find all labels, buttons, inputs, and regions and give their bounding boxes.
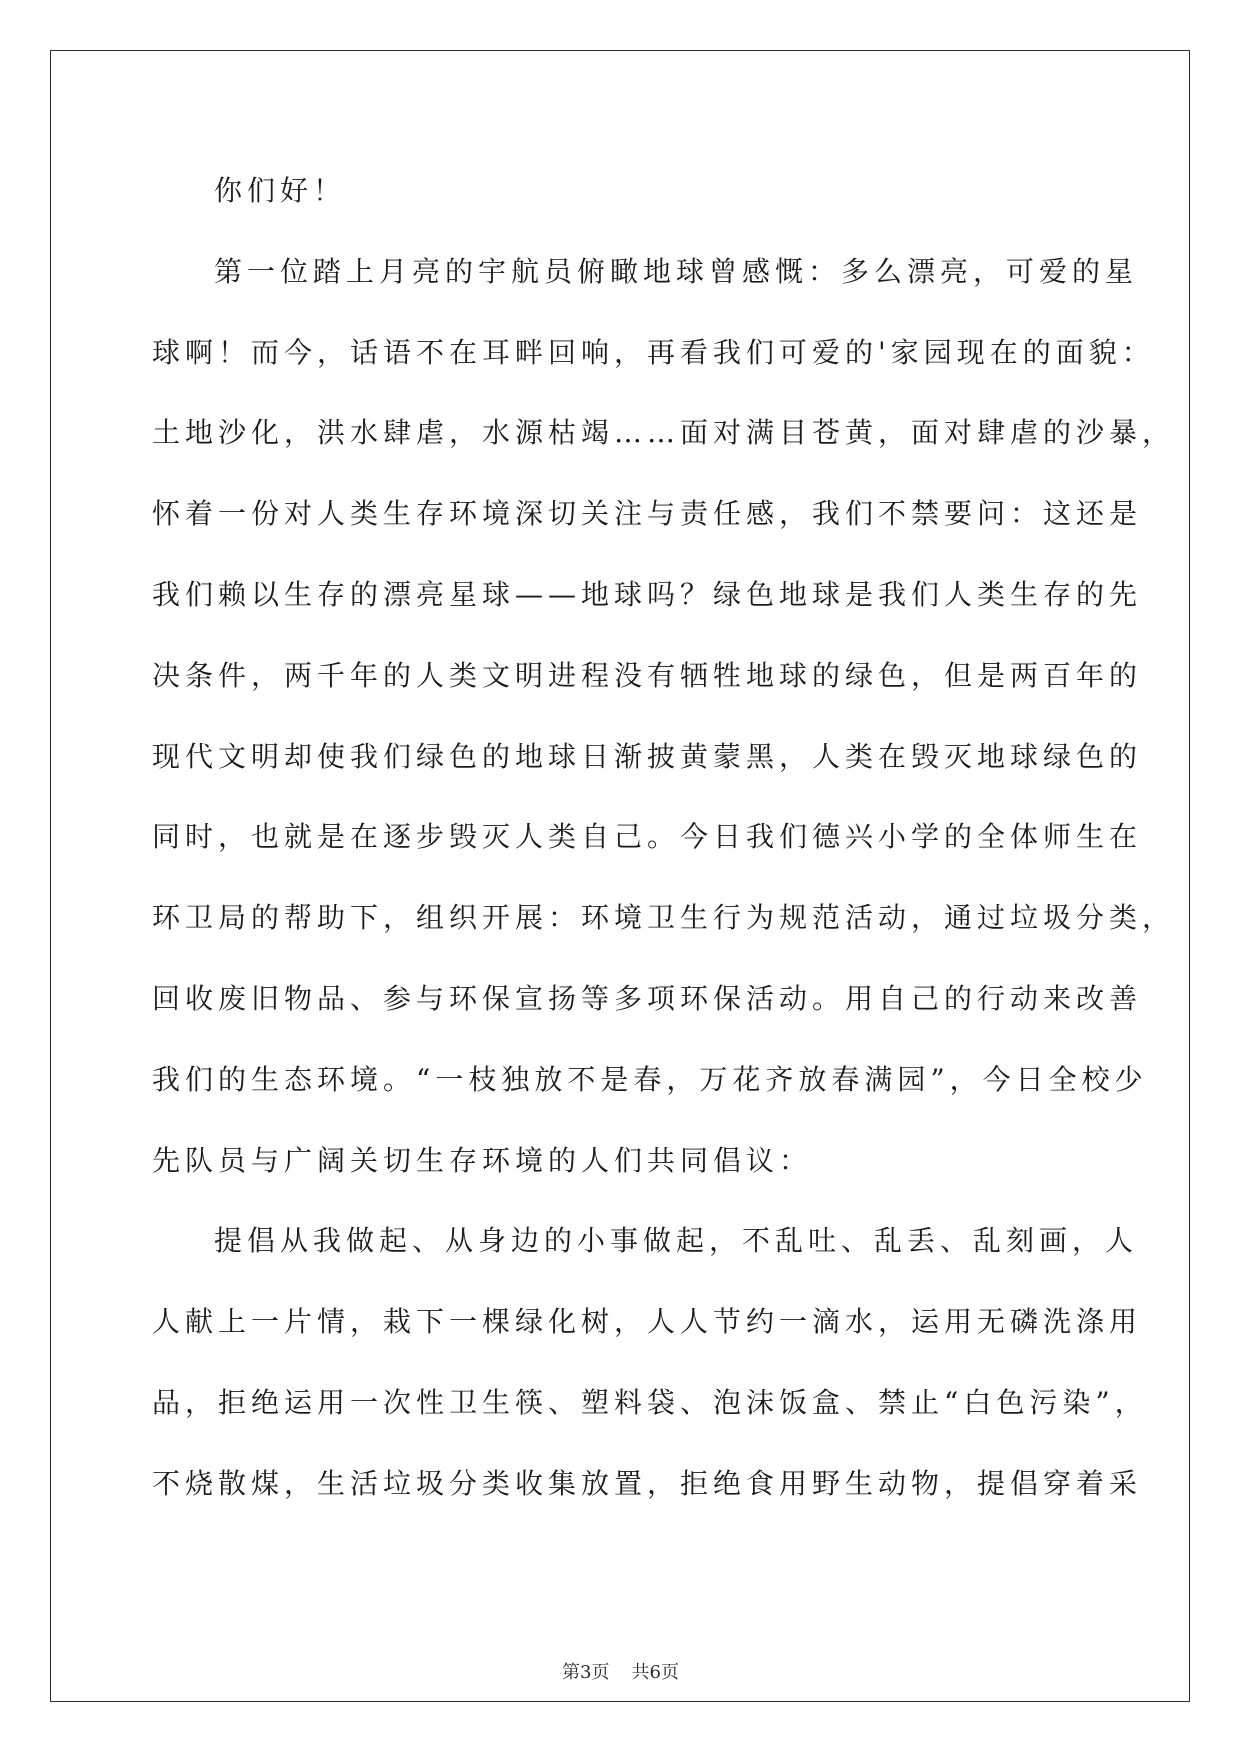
text-line: 环卫局的帮助下，组织开展：环境卫生行为规范活动，通过垃圾分类，: [152, 901, 1176, 935]
text-line: 第一位踏上月亮的宇航员俯瞰地球曾感慨：多么漂亮，可爱的星: [214, 254, 1139, 288]
text-line: 我们的生态环境。“一枝独放不是春，万花齐放春满园”，今日全校少: [152, 1062, 1148, 1096]
text-line: 决条件，两千年的人类文明进程没有牺牲地球的绿色，但是两百年的: [152, 658, 1143, 692]
page-number: 第3页: [562, 1662, 610, 1683]
page-total: 共6页: [631, 1662, 679, 1683]
document-body: [152, 164, 1176, 1538]
text-line: 不烧散煤，生活垃圾分类收集放置，拒绝食用野生动物，提倡穿着采: [152, 1466, 1143, 1500]
text-line: 土地沙化，洪水肆虐，水源枯竭……面对满目苍黄，面对肆虐的沙暴，: [152, 416, 1176, 450]
text-line: 品，拒绝运用一次性卫生筷、塑料袋、泡沫饭盒、禁止“白色污染”，: [152, 1385, 1148, 1419]
text-line: 球啊！而今，话语不在耳畔回响，再看我们可爱的'家园现在的面貌：: [152, 335, 1155, 369]
text-line: 先队员与广阔关切生存环境的人们共同倡议：: [152, 1143, 813, 1177]
page-footer: [0, 1661, 1241, 1685]
text-line: 现代文明却使我们绿色的地球日渐披黄蒙黑，人类在毁灭地球绿色的: [152, 739, 1143, 773]
text-line: 同时，也就是在逐步毁灭人类自己。今日我们德兴小学的全体师生在: [152, 820, 1143, 854]
text-line: 人献上一片情，栽下一棵绿化树，人人节约一滴水，运用无磷洗涤用: [152, 1305, 1143, 1339]
text-line: 怀着一份对人类生存环境深切关注与责任感，我们不禁要问：这还是: [152, 497, 1143, 531]
text-line: 提倡从我做起、从身边的小事做起，不乱吐、乱丢、乱刻画，人: [214, 1224, 1139, 1258]
text-line: 我们赖以生存的漂亮星球——地球吗？绿色地球是我们人类生存的先: [152, 577, 1143, 611]
text-line: 你们好！: [214, 174, 347, 207]
text-line: 回收废旧物品、参与环保宣扬等多项环保活动。用自己的行动来改善: [152, 981, 1143, 1015]
